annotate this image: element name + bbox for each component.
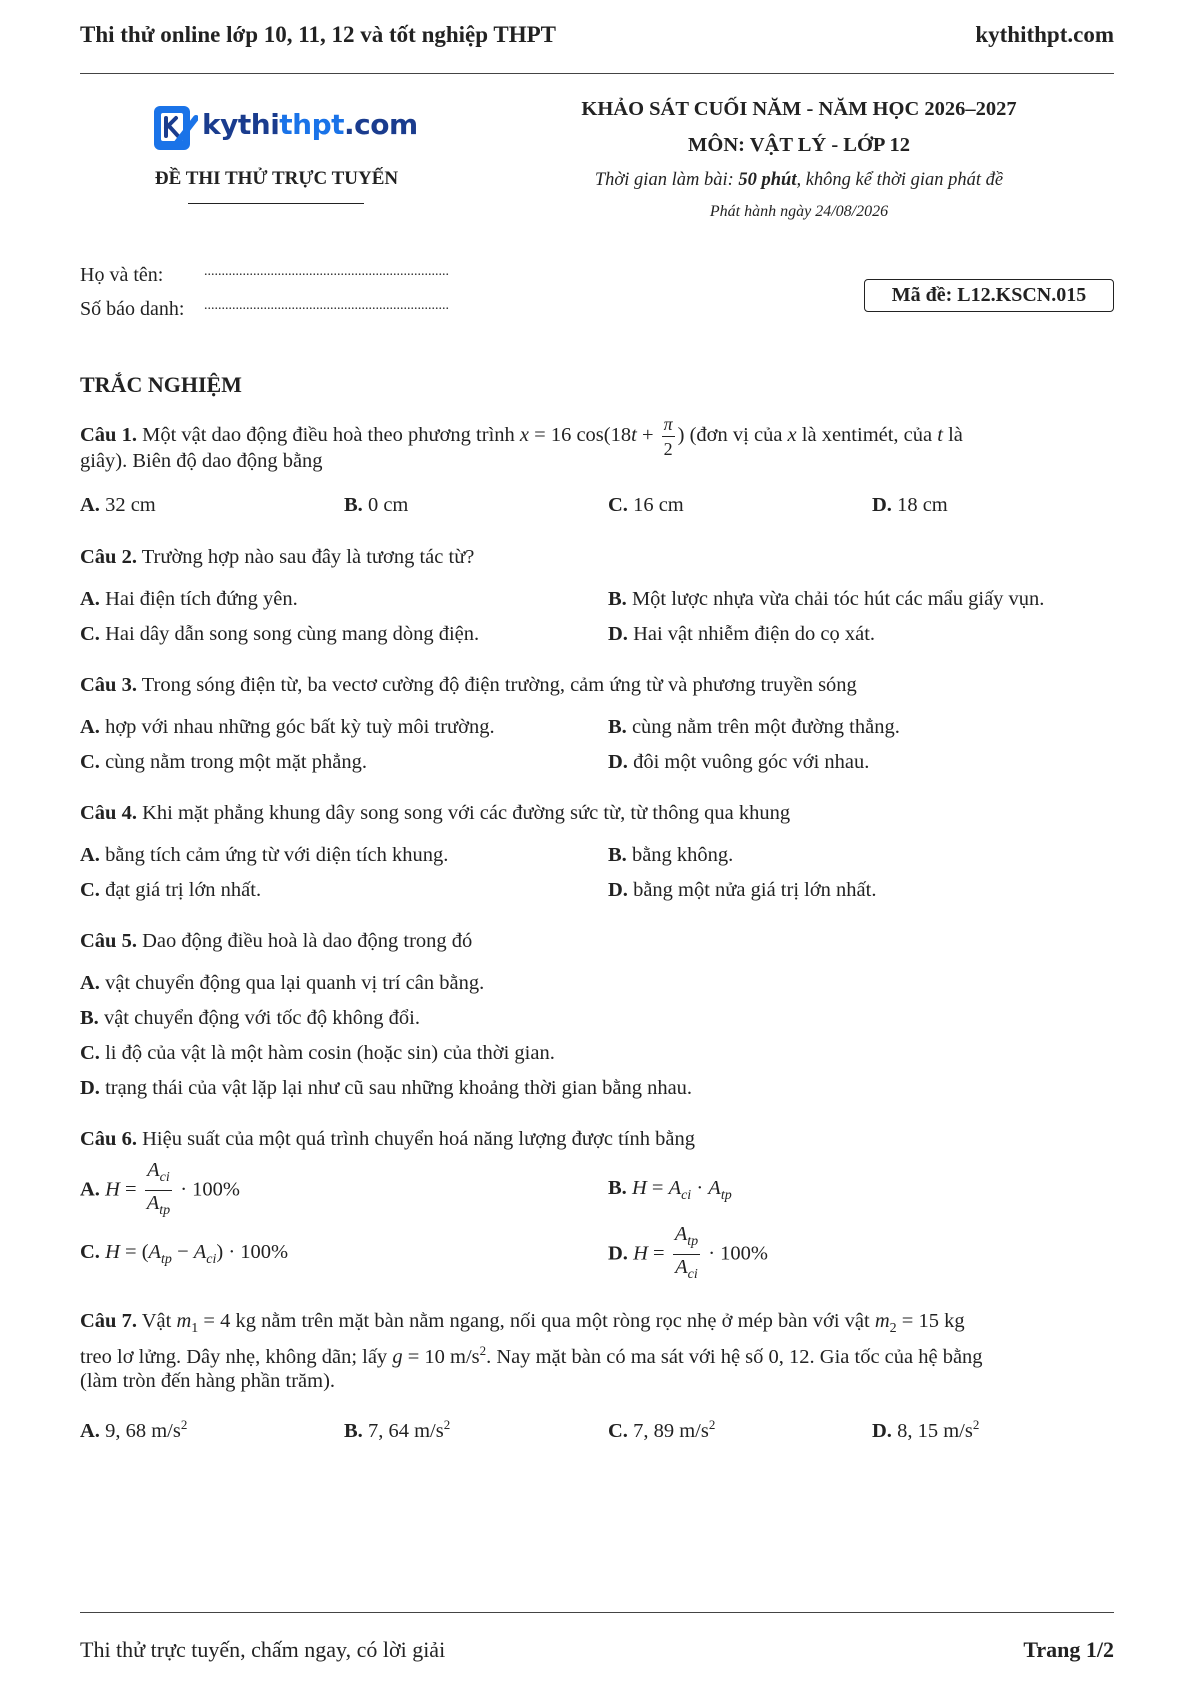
q6-c-a2: A	[193, 1241, 207, 1263]
exam-release: Phát hành ngày 24/08/2026	[709, 203, 889, 220]
section-title: TRẮC NGHIỆM	[80, 372, 242, 397]
q6-b-h: H	[631, 1177, 647, 1199]
q4-a-letter: A.	[80, 844, 100, 866]
q6-option-a[interactable]	[80, 1158, 240, 1223]
q7-d-letter: D.	[872, 1419, 892, 1442]
q5-text: Dao động điều hoà là dao động trong đó	[136, 930, 473, 952]
q2-d-text: Hai vật nhiễm điện do cọ xát.	[627, 623, 876, 645]
q7-l2b: = 10 m/s	[402, 1345, 480, 1368]
q7-a-sup: 2	[180, 1417, 188, 1432]
q1-post-t: t	[937, 424, 943, 447]
q7-b-sup: 2	[443, 1417, 451, 1432]
q6-c-eq: =	[119, 1241, 142, 1263]
q2-option-b[interactable]	[608, 584, 1044, 614]
q1-d-text: 18 cm	[897, 494, 948, 516]
q1-option-d[interactable]	[872, 490, 948, 520]
q5-a-letter: A.	[80, 972, 100, 994]
q7-g: g	[392, 1345, 403, 1368]
subtitle-underline	[188, 203, 364, 204]
q6-option-d[interactable]	[608, 1222, 768, 1287]
question-2	[80, 542, 1114, 572]
q5-option-d[interactable]	[80, 1073, 692, 1103]
q7-d-sup: 2	[972, 1417, 980, 1432]
q1-post-c: là	[942, 424, 963, 447]
q7-m2-sub: 2	[889, 1321, 897, 1337]
q3-b-letter: B.	[608, 716, 627, 738]
q5-c-letter: C.	[80, 1042, 100, 1064]
id-label: Số báo danh:	[80, 298, 185, 320]
q1-a-text: 32 cm	[105, 494, 156, 516]
q4-option-b[interactable]	[608, 840, 733, 870]
exam-time-suffix: , không kể thời gian phát đề	[796, 170, 1004, 190]
q2-text: Trường hợp nào sau đây là tương tác từ?	[136, 546, 475, 568]
footer-divider	[80, 1612, 1114, 1613]
logo-icon	[152, 104, 198, 154]
q1-option-b[interactable]	[344, 490, 408, 520]
exam-title: KHẢO SÁT CUỐI NĂM - NĂM HỌC 2026–2027	[581, 98, 1017, 120]
q6-d-den-sub: ci	[687, 1267, 698, 1283]
q6-text: Hiệu suất của một quá trình chuyển hoá năng lượng được tính bằng	[136, 1128, 695, 1150]
q3-label: Câu 3.	[80, 674, 137, 696]
q6-option-c[interactable]	[80, 1237, 288, 1275]
q1-eq-x: x	[519, 424, 530, 447]
q3-option-b[interactable]	[608, 712, 900, 742]
q3-d-text: đôi một vuông góc với nhau.	[627, 751, 870, 773]
q6-c-h: H	[105, 1241, 120, 1263]
q1-option-a[interactable]	[80, 490, 156, 520]
q6-c-sub1: tp	[161, 1252, 172, 1268]
q1-post-b: là xentimét, của	[796, 424, 938, 447]
q6-d-num	[673, 1222, 700, 1255]
header-divider	[80, 73, 1114, 74]
q7-option-c[interactable]	[608, 1410, 715, 1446]
q5-b-text: vật chuyển động với tốc độ không đổi.	[98, 1007, 420, 1029]
q6-d-letter: D.	[608, 1242, 628, 1265]
q1-frac-num: π	[662, 412, 675, 437]
q2-d-letter: D.	[608, 623, 628, 645]
q6-a-h: H	[105, 1178, 120, 1201]
q4-c-letter: C.	[80, 879, 100, 901]
q3-b-text: cùng nằm trên một đường thẳng.	[626, 716, 900, 738]
q4-b-letter: B.	[608, 844, 627, 866]
exam-time-prefix: Thời gian làm bài:	[594, 170, 739, 190]
q7-b-letter: B.	[344, 1419, 363, 1442]
question-5	[80, 926, 1114, 956]
exam-subject: MÔN: VẬT LÝ - LỚP 12	[688, 134, 910, 156]
q4-b-text: bằng không.	[626, 844, 734, 866]
q2-a-letter: A.	[80, 588, 100, 610]
q6-b-sub1: ci	[681, 1188, 692, 1204]
exam-subtitle-left: ĐỀ THI THỬ TRỰC TUYẾN	[154, 168, 399, 189]
q7-option-d[interactable]	[872, 1410, 979, 1446]
q1-eq-t: t	[631, 424, 637, 447]
q4-label: Câu 4.	[80, 802, 137, 824]
q6-label: Câu 6.	[80, 1128, 137, 1150]
q1-eq-close: )	[677, 424, 685, 447]
q1-c-text: 16 cm	[633, 494, 684, 516]
q4-d-letter: D.	[608, 879, 628, 901]
q2-a-text: Hai điện tích đứng yên.	[99, 588, 298, 610]
q6-d-num-a: A	[674, 1223, 688, 1245]
q7-a-text: 9, 68 m/s	[105, 1419, 181, 1442]
q6-d-fraction	[673, 1222, 700, 1287]
q7-l2a: treo lơ lửng. Dây nhẹ, không dãn; lấy	[80, 1345, 393, 1368]
q6-a-num-sub: ci	[159, 1170, 170, 1186]
q3-text: Trong sóng điện từ, ba vectơ cường độ điện trường, cảm ứng từ và phương truyền sóng	[136, 674, 857, 696]
q6-c-rp: )	[216, 1241, 224, 1263]
q4-text: Khi mặt phẳng khung dây song song với các đường sức từ, từ thông qua khung	[136, 802, 791, 824]
q7-c-sup: 2	[708, 1417, 716, 1432]
q7-c-letter: C.	[608, 1419, 628, 1442]
q5-option-a[interactable]	[80, 968, 484, 998]
q7-m1: m	[176, 1310, 192, 1332]
exam-time	[508, 170, 1090, 191]
logo-text-thpt: thpt	[279, 108, 345, 141]
question-6	[80, 1124, 1114, 1154]
q1-c-letter: C.	[608, 494, 628, 516]
header-left: Thi thử online lớp 10, 11, 12 và tốt nghiệp THPT	[80, 22, 556, 47]
question-4	[80, 798, 1114, 828]
q6-a-pct: · 100%	[175, 1178, 241, 1201]
q7-l1a: Vật	[136, 1310, 177, 1332]
id-field[interactable]: ......................................................................	[204, 298, 449, 313]
q6-c-a1: A	[148, 1241, 162, 1263]
q6-c-minus: −	[171, 1241, 194, 1263]
q3-a-letter: A.	[80, 716, 100, 738]
site-logo	[152, 102, 418, 156]
q4-c-text: đạt giá trị lớn nhất.	[99, 879, 262, 901]
q2-option-a[interactable]	[80, 584, 298, 614]
q6-a-den-a: A	[146, 1192, 160, 1215]
q7-l1b: = 4 kg nằm trên mặt bàn nằm ngang, nối qua một ròng rọc nhẹ ở mép bàn với vật	[198, 1310, 875, 1332]
q7-label: Câu 7.	[80, 1310, 137, 1332]
q1-option-c[interactable]	[608, 490, 684, 520]
q6-b-a1: A	[668, 1177, 682, 1199]
q7-d-text: 8, 15 m/s	[897, 1419, 973, 1442]
q1-eq-part: = 16 cos(18	[529, 424, 632, 447]
q1-eq-plus: +	[636, 424, 659, 447]
q4-a-text: bằng tích cảm ứng từ với diện tích khung.	[99, 844, 449, 866]
q6-c-lp: (	[141, 1241, 149, 1263]
q3-option-d[interactable]	[608, 747, 869, 777]
q6-b-sub2: tp	[720, 1188, 732, 1204]
q3-d-letter: D.	[608, 751, 628, 773]
q2-option-d[interactable]	[608, 619, 875, 649]
q7-l1c: = 15 kg	[896, 1310, 965, 1332]
q2-c-text: Hai dây dẫn song song cùng mang dòng điện.	[99, 623, 480, 645]
q1-a-letter: A.	[80, 494, 100, 516]
q6-d-num-sub: tp	[687, 1234, 699, 1250]
q7-m2: m	[874, 1310, 890, 1332]
q7-option-a[interactable]	[80, 1410, 187, 1446]
q2-c-letter: C.	[80, 623, 100, 645]
q1-b-letter: B.	[344, 494, 363, 516]
q6-c-letter: C.	[80, 1241, 100, 1263]
q2-label: Câu 2.	[80, 546, 137, 568]
q7-b-text: 7, 64 m/s	[367, 1419, 444, 1442]
logo-text-com: .com	[344, 108, 418, 141]
exam-code-box: Mã đề: L12.KSCN.015	[864, 279, 1114, 312]
q3-option-c[interactable]	[80, 747, 367, 777]
q1-label: Câu 1.	[80, 424, 137, 447]
footer-left: Thi thử trực tuyến, chấm ngay, có lời giải	[80, 1637, 446, 1662]
q1-post-x: x	[787, 424, 797, 447]
q3-a-text: hợp với nhau những góc bất kỳ tuỳ môi trường.	[99, 716, 495, 738]
q6-c-pct: · 100%	[223, 1241, 289, 1263]
q7-l2c: . Nay mặt bàn có ma sát với hệ số 0, 12. Gia tốc của hệ bằng	[486, 1345, 983, 1368]
q5-a-text: vật chuyển động qua lại quanh vị trí cân bằng.	[99, 972, 485, 994]
question-3	[80, 670, 1114, 700]
q4-option-c[interactable]	[80, 875, 261, 905]
footer-page: Trang 1/2	[1023, 1637, 1114, 1662]
q6-option-b[interactable]	[608, 1173, 732, 1211]
q7-a-letter: A.	[80, 1419, 100, 1442]
q2-option-c[interactable]	[80, 619, 479, 649]
q6-b-dot: ·	[691, 1177, 709, 1199]
q6-b-letter: B.	[608, 1177, 627, 1199]
name-label: Họ và tên:	[80, 264, 164, 286]
q2-b-text: Một lược nhựa vừa chải tóc hút các mẩu giấy vụn.	[626, 588, 1045, 610]
q3-option-a[interactable]	[80, 712, 495, 742]
q6-b-a2: A	[708, 1177, 721, 1199]
q1-post-a: (đơn vị của	[684, 424, 788, 447]
q1-frac-den: 2	[663, 439, 673, 459]
q3-c-letter: C.	[80, 751, 100, 773]
q5-option-b[interactable]	[80, 1003, 420, 1033]
q4-option-d[interactable]	[608, 875, 876, 905]
q6-a-letter: A.	[80, 1178, 100, 1201]
q2-b-letter: B.	[608, 588, 627, 610]
q5-label: Câu 5.	[80, 930, 137, 952]
q1-d-letter: D.	[872, 494, 892, 516]
q4-option-a[interactable]	[80, 840, 448, 870]
q6-a-den	[145, 1191, 172, 1223]
q7-option-b[interactable]	[344, 1410, 450, 1446]
q5-d-letter: D.	[80, 1077, 100, 1099]
q1-text-pre: Một vật dao động điều hoà theo phương trình	[136, 424, 520, 447]
q7-line3: (làm tròn đến hàng phần trăm).	[80, 1370, 336, 1392]
q3-c-text: cùng nằm trong một mặt phẳng.	[99, 751, 367, 773]
q7-c-text: 7, 89 m/s	[633, 1419, 709, 1442]
q6-d-pct: · 100%	[703, 1242, 769, 1265]
q6-d-den	[673, 1255, 700, 1287]
q5-option-c[interactable]	[80, 1038, 555, 1068]
q1-b-text: 0 cm	[367, 494, 409, 516]
q6-a-den-sub: tp	[159, 1203, 171, 1219]
q5-d-text: trạng thái của vật lặp lại như cũ sau những khoảng thời gian bằng nhau.	[99, 1077, 693, 1099]
q5-c-text: li độ của vật là một hàm cosin (hoặc sin) của thời gian.	[99, 1042, 555, 1064]
q6-d-h: H	[633, 1242, 648, 1265]
q6-b-eq: =	[646, 1177, 669, 1199]
q7-sup: 2	[479, 1343, 487, 1358]
q5-b-letter: B.	[80, 1007, 99, 1029]
q1-line2: giây). Biên độ dao động bằng	[80, 450, 323, 472]
q4-d-text: bằng một nửa giá trị lớn nhất.	[627, 879, 877, 901]
q6-a-num-a: A	[147, 1159, 160, 1181]
exam-time-value: 50 phút	[738, 170, 797, 190]
q7-m1-sub: 1	[191, 1321, 199, 1337]
q6-d-den-a: A	[675, 1256, 688, 1279]
q6-d-eq: =	[647, 1242, 670, 1265]
header-right: kythithpt.com	[975, 22, 1114, 47]
logo-text-kythi: kythi	[202, 108, 280, 141]
name-field[interactable]: ......................................................................	[204, 264, 449, 279]
q6-a-eq: =	[119, 1178, 142, 1201]
q6-c-sub2: ci	[206, 1252, 217, 1268]
q6-a-num	[145, 1158, 172, 1191]
q6-a-fraction	[145, 1158, 172, 1223]
